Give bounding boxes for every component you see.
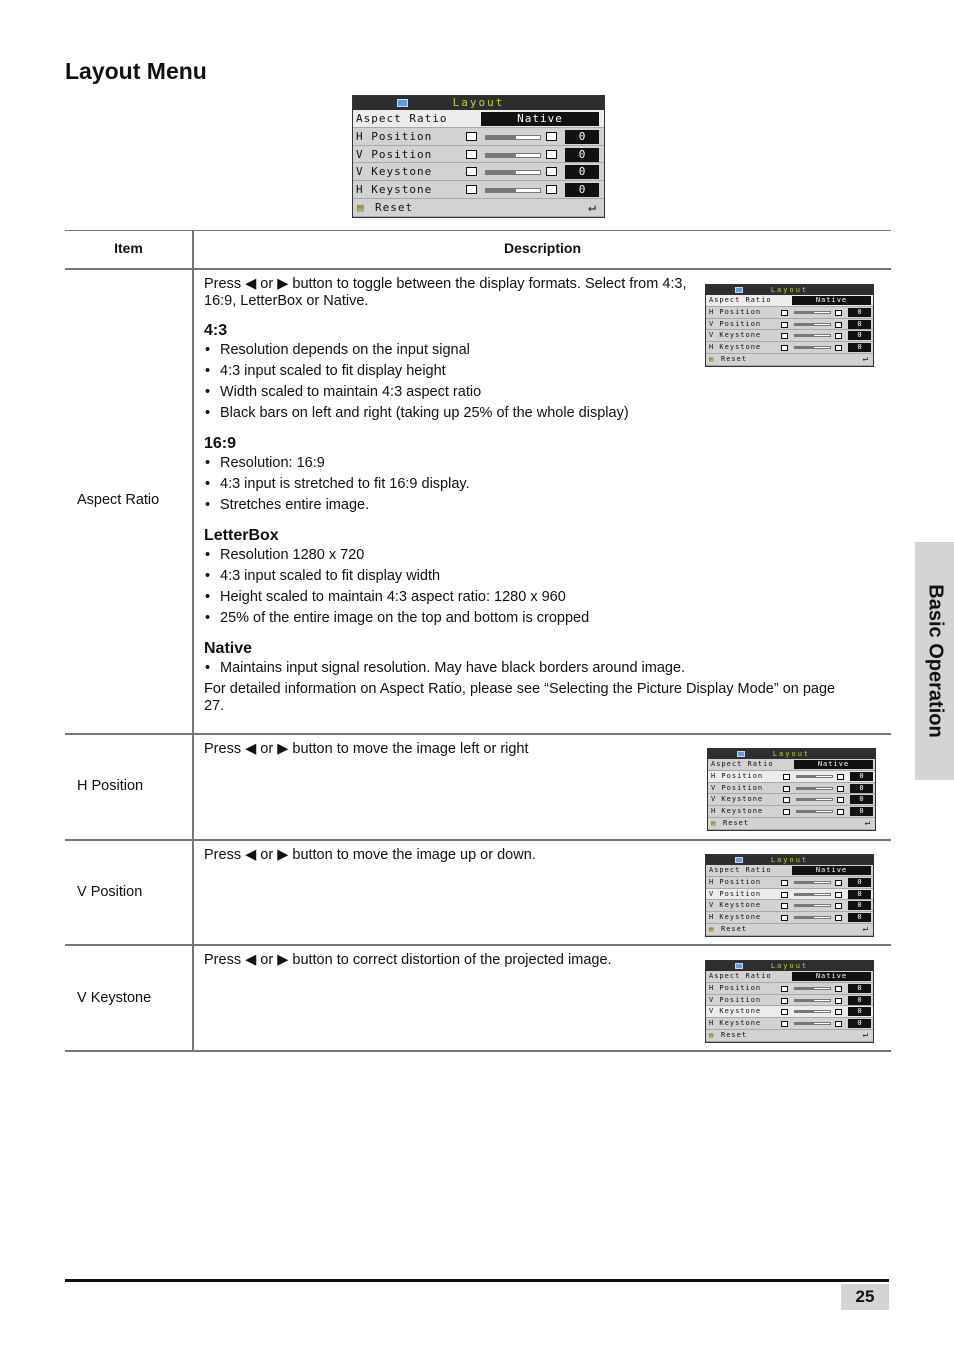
osd-header bbox=[353, 96, 604, 110]
osd-row-label: Reset bbox=[721, 1031, 748, 1040]
keystone-top-icon bbox=[835, 903, 842, 909]
osd-row-label: Aspect Ratio bbox=[709, 296, 772, 304]
osd-row[interactable] bbox=[706, 865, 873, 877]
aspect-ratio-description bbox=[204, 276, 844, 715]
osd-row[interactable] bbox=[706, 889, 873, 901]
osd-row[interactable] bbox=[708, 806, 875, 818]
v-pos-up-icon bbox=[546, 150, 557, 159]
aspect-note: For detailed information on Aspect Ratio, please see “Selecting the Picture Display Mode” on page 27. bbox=[204, 681, 836, 714]
value-readout: 0 bbox=[848, 320, 871, 329]
value-slider[interactable] bbox=[794, 999, 831, 1002]
value-readout: 0 bbox=[848, 984, 871, 993]
value-readout: 0 bbox=[850, 807, 873, 816]
value-readout: 0 bbox=[848, 901, 871, 910]
osd-row-label: V Position bbox=[709, 995, 762, 1004]
osd-row-label: V Position bbox=[711, 783, 764, 792]
keystone-right-icon bbox=[837, 809, 844, 815]
aspect-ratio-value: Native bbox=[481, 112, 599, 126]
list-item: • Stretches entire image. bbox=[204, 497, 844, 514]
slider-fill bbox=[795, 1000, 814, 1001]
osd-row[interactable] bbox=[706, 877, 873, 889]
v-pos-up-icon bbox=[835, 892, 842, 898]
list-item: • 4:3 input scaled to fit display height bbox=[204, 363, 844, 380]
h-pos-left-icon bbox=[783, 774, 790, 780]
keystone-right-icon bbox=[835, 1021, 842, 1027]
v-pos-down-icon bbox=[781, 892, 788, 898]
column-header-description: Description bbox=[503, 240, 581, 256]
value-readout: 0 bbox=[850, 784, 873, 793]
value-slider[interactable] bbox=[485, 170, 541, 175]
value-slider[interactable] bbox=[794, 987, 831, 990]
slider-fill bbox=[795, 988, 814, 989]
footer-rule bbox=[65, 1279, 889, 1282]
osd-row-label: V Keystone bbox=[709, 1007, 762, 1016]
osd-row[interactable] bbox=[708, 794, 875, 806]
list-item: • 25% of the entire image on the top and bottom is cropped bbox=[204, 610, 844, 627]
v-keystone-description: Press ◀ or ▶ button to correct distortion of the projected image. bbox=[204, 952, 612, 968]
osd-row[interactable] bbox=[353, 181, 604, 199]
osd-row[interactable] bbox=[706, 971, 873, 983]
list-item: • 4:3 input scaled to fit display width bbox=[204, 568, 844, 585]
value-slider[interactable] bbox=[794, 1022, 831, 1025]
value-slider[interactable] bbox=[794, 893, 831, 896]
osd-row-label: V Keystone bbox=[709, 901, 762, 910]
osd-title: Layout bbox=[770, 962, 809, 970]
h-position-description: Press ◀ or ▶ button to move the image left or right bbox=[204, 741, 529, 757]
osd-row-label: V Position bbox=[356, 147, 433, 161]
slider-fill bbox=[795, 894, 814, 895]
osd-row-label: H Keystone bbox=[709, 343, 762, 352]
heading-letterbox: LetterBox bbox=[204, 527, 279, 544]
enter-icon: ↵ bbox=[588, 200, 596, 216]
aspect-ratio-value: Native bbox=[792, 866, 871, 875]
table-bottom-border bbox=[65, 1050, 891, 1052]
h-pos-left-icon bbox=[781, 986, 788, 992]
list-item: • Maintains input signal resolution. May have black borders around image. bbox=[204, 660, 844, 677]
v-pos-down-icon bbox=[466, 150, 477, 159]
osd-row-label: Aspect Ratio bbox=[709, 866, 772, 874]
value-slider[interactable] bbox=[794, 881, 831, 884]
list-item: • Height scaled to maintain 4:3 aspect ratio: 1280 x 960 bbox=[204, 589, 844, 606]
v-pos-up-icon bbox=[835, 998, 842, 1004]
h-pos-left-icon bbox=[781, 880, 788, 886]
keystone-top-icon bbox=[835, 1009, 842, 1015]
value-readout: 0 bbox=[848, 331, 871, 340]
osd-header bbox=[708, 749, 875, 759]
aspect-ratio-value: Native bbox=[792, 296, 871, 305]
osd-row-label: V Position bbox=[709, 889, 762, 898]
section-side-tab-label: Basic Operation bbox=[924, 584, 946, 738]
osd-menu-main bbox=[352, 95, 605, 218]
slider-fill bbox=[486, 171, 516, 174]
osd-row[interactable] bbox=[353, 199, 604, 217]
value-slider[interactable] bbox=[796, 798, 833, 801]
page-title: Layout Menu bbox=[65, 58, 207, 84]
slider-fill bbox=[795, 917, 814, 918]
heading-4-3: 4:3 bbox=[204, 322, 228, 339]
table-row-border bbox=[65, 733, 891, 735]
list-item: • Resolution: 16:9 bbox=[204, 455, 844, 472]
value-readout: 0 bbox=[848, 913, 871, 922]
keystone-bottom-icon bbox=[466, 167, 477, 176]
osd-row[interactable] bbox=[708, 783, 875, 795]
osd-row-label: H Position bbox=[709, 877, 762, 886]
slider-fill bbox=[795, 905, 814, 906]
item-v-keystone: V Keystone bbox=[77, 990, 152, 1006]
h-pos-right-icon bbox=[546, 132, 557, 141]
enter-icon: ↵ bbox=[864, 818, 870, 829]
osd-row-label: H Keystone bbox=[711, 807, 764, 816]
slider-fill bbox=[795, 1023, 814, 1024]
enter-icon: ↵ bbox=[862, 924, 868, 935]
osd-row-label: V Keystone bbox=[709, 331, 762, 340]
section-side-tab bbox=[915, 542, 954, 780]
osd-row-label: V Position bbox=[709, 319, 762, 328]
keystone-left-icon bbox=[781, 915, 788, 921]
value-slider[interactable] bbox=[485, 153, 541, 158]
slider-fill bbox=[797, 811, 816, 812]
h-pos-right-icon bbox=[837, 774, 844, 780]
osd-row-label: H Keystone bbox=[709, 913, 762, 922]
osd-menu-vkey bbox=[705, 960, 874, 1043]
osd-row[interactable] bbox=[706, 1006, 873, 1018]
value-readout: 0 bbox=[848, 890, 871, 899]
osd-row-label: Aspect Ratio bbox=[711, 760, 774, 768]
keystone-left-icon bbox=[783, 809, 790, 815]
slider-fill bbox=[797, 788, 816, 789]
reset-folder-icon: ▤ bbox=[711, 819, 716, 828]
osd-row[interactable] bbox=[353, 110, 604, 128]
value-slider[interactable] bbox=[796, 787, 833, 790]
osd-row[interactable] bbox=[353, 146, 604, 164]
osd-title: Layout bbox=[770, 856, 809, 864]
table-header-border bbox=[65, 268, 891, 270]
aspect-ratio-value: Native bbox=[794, 760, 873, 769]
reset-folder-icon: ▤ bbox=[709, 1031, 714, 1040]
osd-row-label: H Position bbox=[711, 771, 764, 780]
value-slider[interactable] bbox=[485, 188, 541, 193]
osd-menu-hpos bbox=[707, 748, 876, 831]
list-item: • Black bars on left and right (taking up 25% of the whole display) bbox=[204, 405, 844, 422]
keystone-bottom-icon bbox=[781, 1009, 788, 1015]
item-aspect-ratio: Aspect Ratio bbox=[77, 492, 160, 508]
osd-row-label: H Keystone bbox=[356, 183, 433, 197]
v-pos-down-icon bbox=[781, 998, 788, 1004]
heading-16-9: 16:9 bbox=[204, 435, 237, 452]
value-readout: 0 bbox=[848, 878, 871, 887]
h-pos-right-icon bbox=[835, 880, 842, 886]
enter-icon: ↵ bbox=[862, 1030, 868, 1041]
value-readout: 0 bbox=[848, 308, 871, 317]
osd-row-label: H Position bbox=[709, 307, 762, 316]
slider-fill bbox=[797, 799, 816, 800]
value-slider[interactable] bbox=[485, 135, 541, 140]
osd-row-label: Reset bbox=[375, 201, 414, 215]
osd-menu-vpos bbox=[705, 854, 874, 937]
osd-row-label: V Keystone bbox=[356, 165, 433, 179]
heading-native: Native bbox=[204, 640, 253, 657]
keystone-top-icon bbox=[546, 167, 557, 176]
list-item: • 4:3 input is stretched to fit 16:9 display. bbox=[204, 476, 844, 493]
osd-row[interactable] bbox=[706, 983, 873, 995]
keystone-right-icon bbox=[835, 915, 842, 921]
page-number: 25 bbox=[841, 1284, 889, 1310]
osd-row-label: H Position bbox=[356, 129, 433, 143]
h-pos-left-icon bbox=[466, 132, 477, 141]
osd-row[interactable] bbox=[706, 1018, 873, 1030]
value-readout: 0 bbox=[848, 1019, 871, 1028]
list-item: • Resolution 1280 x 720 bbox=[204, 547, 844, 564]
aspect-ratio-value: Native bbox=[792, 972, 871, 981]
table-row-border bbox=[65, 839, 891, 841]
osd-row[interactable] bbox=[708, 818, 875, 830]
value-readout: 0 bbox=[565, 165, 599, 179]
osd-row[interactable] bbox=[706, 1030, 873, 1042]
list-item: • Width scaled to maintain 4:3 aspect ratio bbox=[204, 384, 844, 401]
slider-fill bbox=[797, 776, 816, 777]
osd-row[interactable] bbox=[353, 128, 604, 146]
value-readout: 0 bbox=[565, 183, 599, 197]
item-h-position: H Position bbox=[77, 778, 144, 794]
h-pos-right-icon bbox=[835, 986, 842, 992]
value-slider[interactable] bbox=[794, 904, 831, 907]
osd-title: Layout bbox=[772, 750, 811, 758]
list-item: • Resolution depends on the input signal bbox=[204, 342, 844, 359]
reset-folder-icon: ▤ bbox=[709, 925, 714, 934]
value-readout: 0 bbox=[565, 130, 599, 144]
slider-fill bbox=[486, 136, 516, 139]
osd-row[interactable] bbox=[706, 900, 873, 912]
value-slider[interactable] bbox=[794, 916, 831, 919]
keystone-left-icon bbox=[781, 1021, 788, 1027]
osd-header bbox=[706, 855, 873, 865]
slider-fill bbox=[486, 154, 516, 157]
keystone-right-icon bbox=[546, 185, 557, 194]
value-readout: 0 bbox=[848, 343, 871, 352]
table-column-divider bbox=[192, 230, 194, 1052]
value-slider[interactable] bbox=[796, 775, 833, 778]
table-row-border bbox=[65, 944, 891, 946]
osd-row-label: Reset bbox=[721, 925, 748, 934]
value-readout: 0 bbox=[565, 148, 599, 162]
slider-fill bbox=[795, 882, 814, 883]
osd-header bbox=[706, 961, 873, 971]
table-top-border bbox=[65, 230, 891, 231]
osd-row-label: H Position bbox=[709, 983, 762, 992]
aspect-intro: Press ◀ or ▶ button to toggle between the display formats. Select from 4:3, 16:9, LetterBox or Native. bbox=[204, 276, 687, 309]
value-readout: 0 bbox=[848, 1007, 871, 1016]
slider-fill bbox=[486, 189, 516, 192]
keystone-bottom-icon bbox=[783, 797, 790, 803]
osd-row[interactable] bbox=[706, 912, 873, 924]
keystone-top-icon bbox=[837, 797, 844, 803]
keystone-bottom-icon bbox=[781, 903, 788, 909]
enter-icon: ↵ bbox=[862, 354, 868, 365]
osd-row-label: Reset bbox=[723, 819, 750, 828]
v-position-description: Press ◀ or ▶ button to move the image up or down. bbox=[204, 847, 536, 863]
value-readout: 0 bbox=[848, 996, 871, 1005]
osd-row[interactable] bbox=[708, 759, 875, 771]
keystone-left-icon bbox=[466, 185, 477, 194]
slider-fill bbox=[795, 1011, 814, 1012]
osd-row[interactable] bbox=[708, 771, 875, 783]
reset-folder-icon: ▤ bbox=[709, 355, 714, 364]
value-readout: 0 bbox=[850, 795, 873, 804]
osd-row[interactable] bbox=[706, 995, 873, 1007]
osd-row-label: V Keystone bbox=[711, 795, 764, 804]
osd-title: Layout bbox=[452, 96, 505, 109]
osd-row-label: H Keystone bbox=[709, 1019, 762, 1028]
value-slider[interactable] bbox=[796, 810, 833, 813]
v-pos-up-icon bbox=[837, 786, 844, 792]
osd-title: Layout bbox=[770, 286, 809, 294]
value-slider[interactable] bbox=[794, 1010, 831, 1013]
osd-row-label: Aspect Ratio bbox=[709, 972, 772, 980]
v-pos-down-icon bbox=[783, 786, 790, 792]
osd-row[interactable] bbox=[353, 163, 604, 181]
reset-folder-icon: ▤ bbox=[357, 201, 364, 215]
item-v-position: V Position bbox=[77, 884, 143, 900]
osd-row[interactable] bbox=[706, 924, 873, 936]
osd-row-label: Reset bbox=[721, 355, 748, 364]
value-readout: 0 bbox=[850, 772, 873, 781]
column-header-item: Item bbox=[114, 240, 143, 256]
osd-row-label: Aspect Ratio bbox=[356, 112, 448, 125]
